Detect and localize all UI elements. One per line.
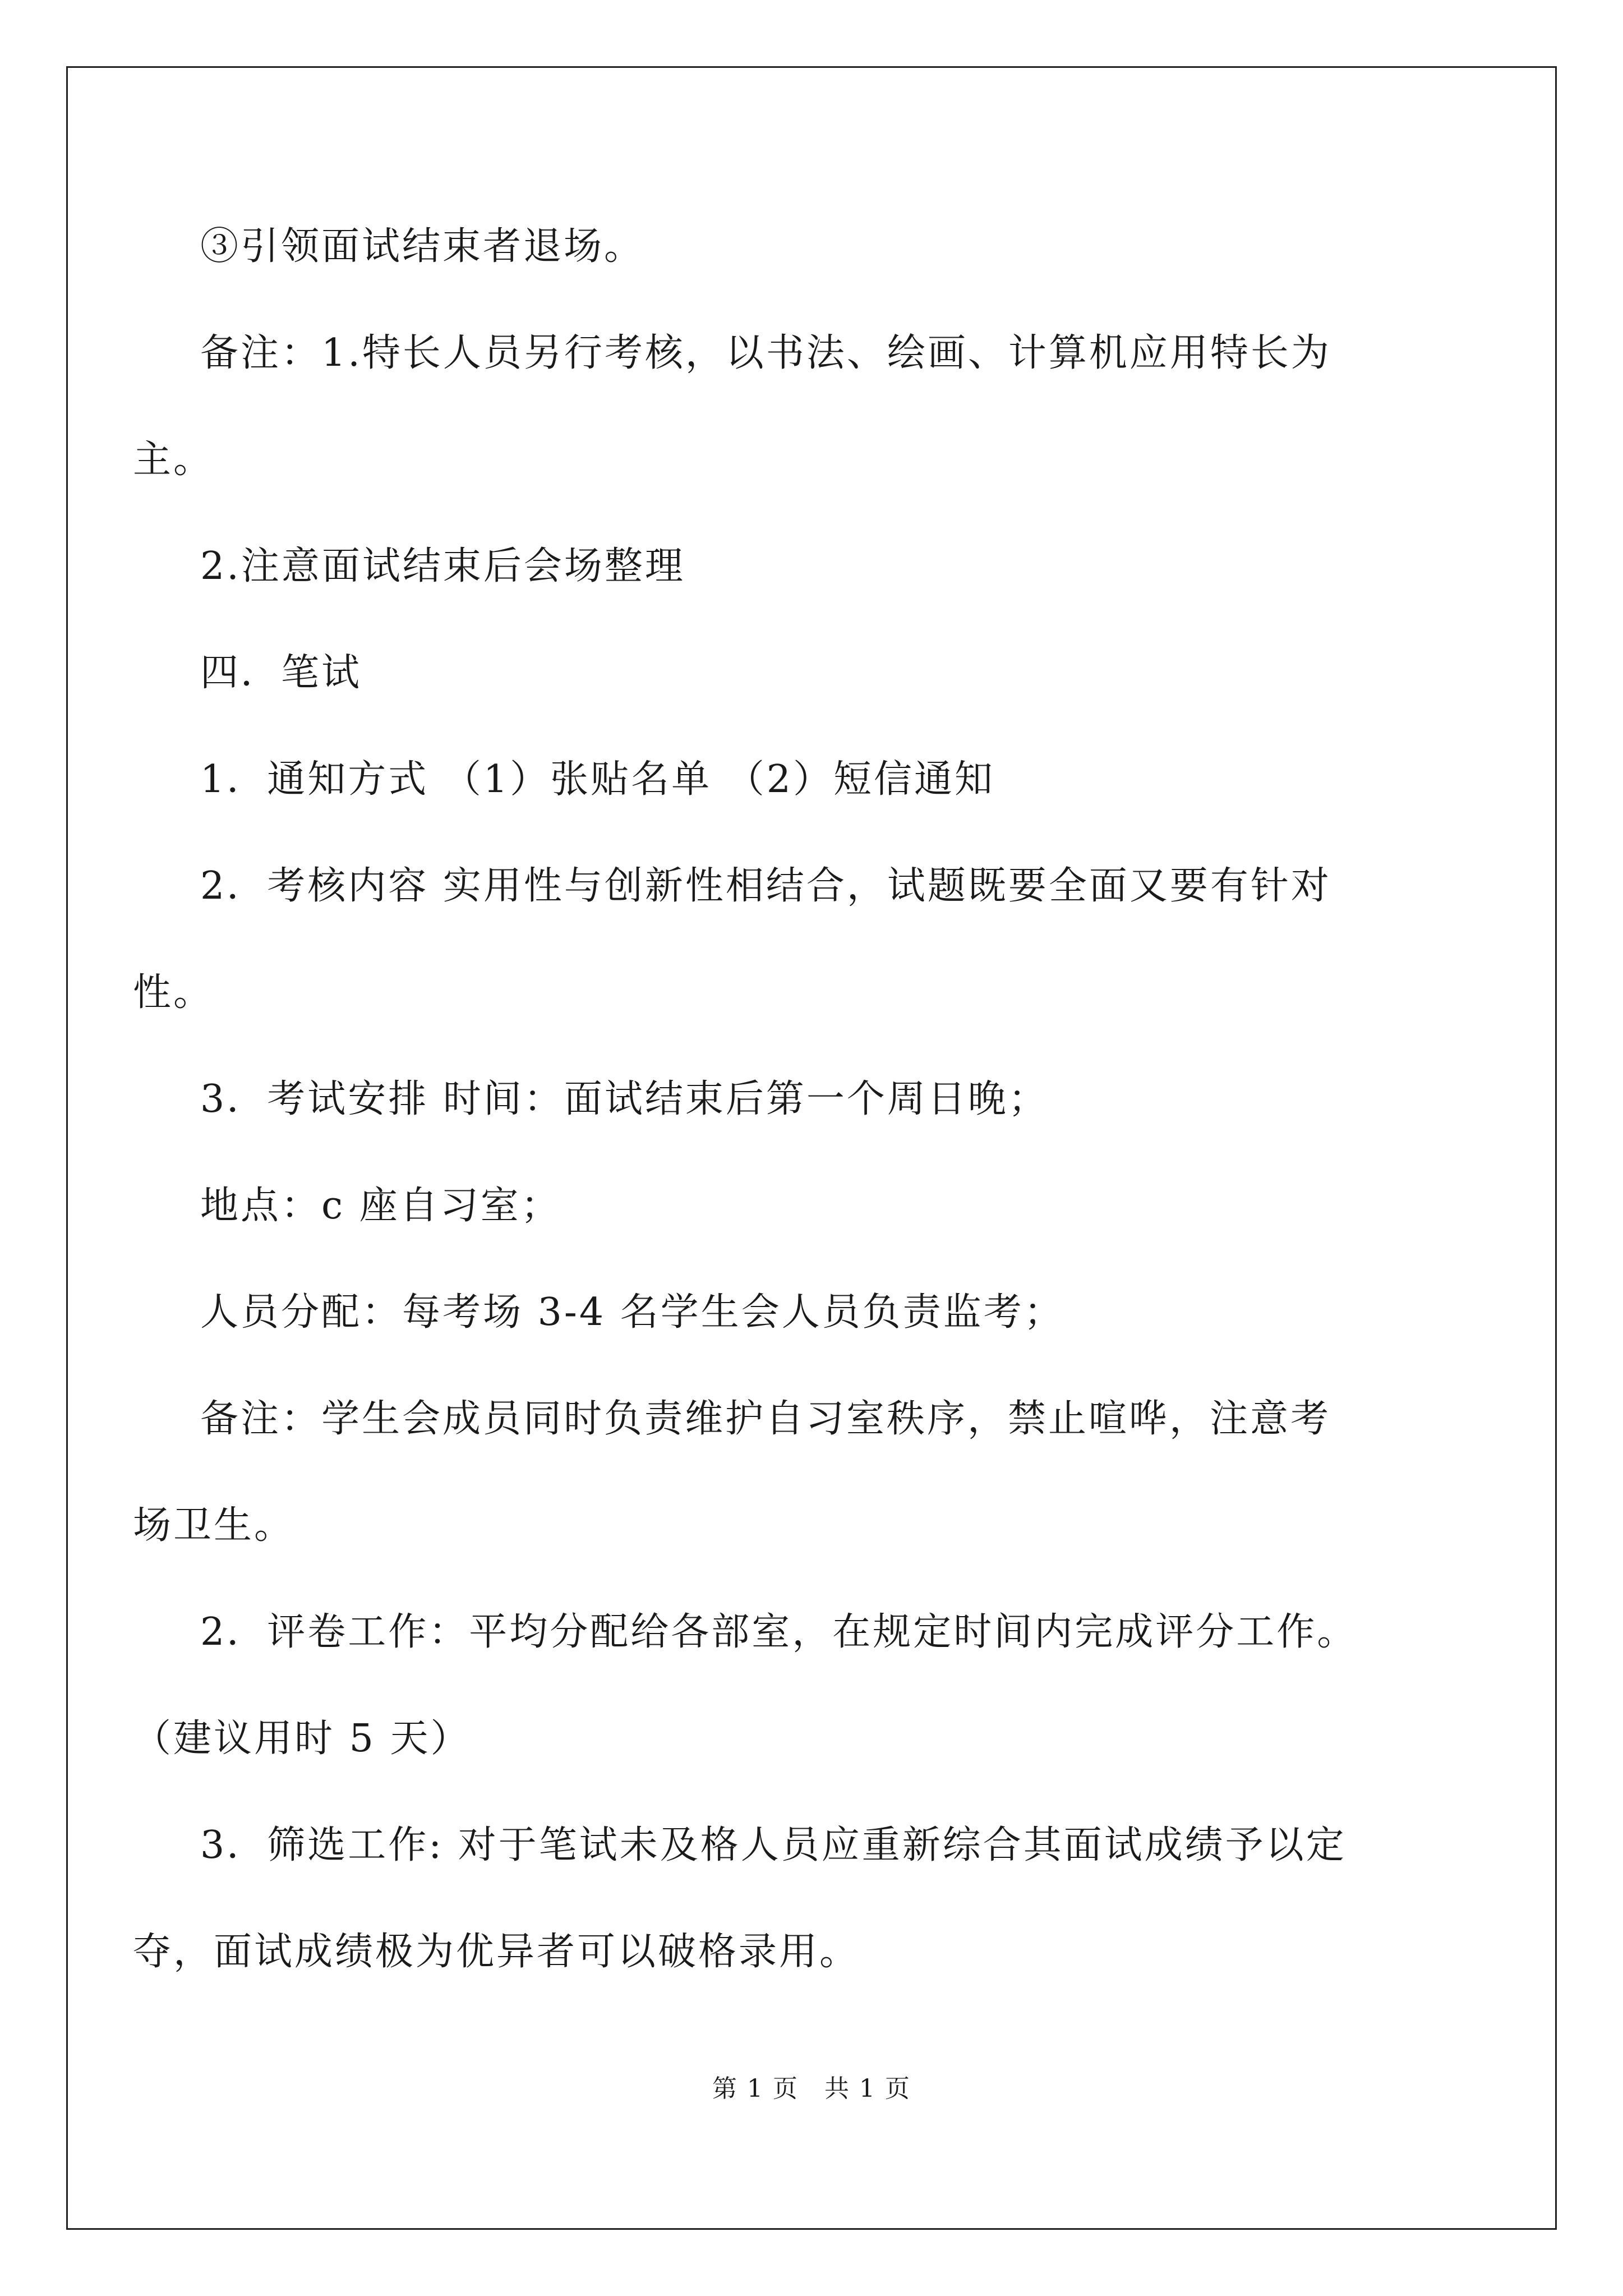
paragraph-line: 主。 [133,438,214,482]
paragraph-line: 场卫生。 [133,1503,295,1548]
paragraph-line: 1．通知方式 （1）张贴名单 （2）短信通知 [200,757,995,802]
paragraph-line: 人员分配：每考场 3-4 名学生会人员负责监考； [200,1290,1064,1335]
paragraph-line: 2．考核内容 实用性与创新性相结合，试题既要全面又要有针对 [200,864,1331,908]
paragraph-line: 2.注意面试结束后会场整理 [200,544,685,588]
paragraph-line: 3．筛选工作: 对于笔试未及格人员应重新综合其面试成绩予以定 [200,1823,1347,1867]
paragraph-line: （建议用时 5 天） [133,1717,471,1761]
section-heading: 四．笔试 [200,651,362,695]
paragraph-line: 备注：学生会成员同时负责维护自习室秩序，禁止喧哗，注意考 [200,1397,1331,1441]
paragraph-line: 性。 [133,970,214,1015]
page-footer: 第 1 页 共 1 页 [712,2074,911,2103]
paragraph-line: 2．评卷工作：平均分配给各部室，在规定时间内完成评分工作。 [200,1610,1358,1654]
paragraph-line: 3．考试安排 时间：面试结束后第一个周日晚； [200,1077,1049,1121]
paragraph-line: 地点：c 座自习室； [200,1184,561,1228]
paragraph-line: 夺，面试成绩极为优异者可以破格录用。 [133,1930,860,1974]
paragraph-line: 备注：1.特长人员另行考核，以书法、绘画、计算机应用特长为 [200,331,1331,375]
paragraph-line: ③引领面试结束者退场。 [200,224,645,269]
page-border [66,66,1557,2230]
